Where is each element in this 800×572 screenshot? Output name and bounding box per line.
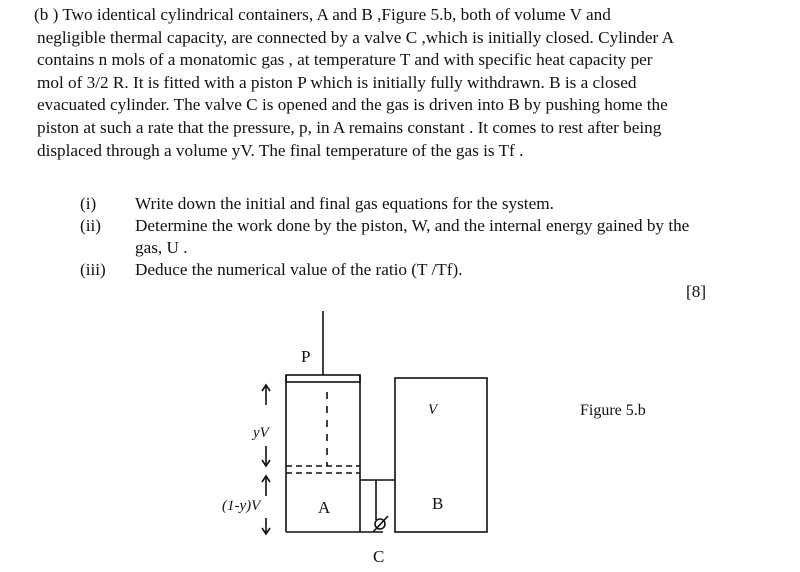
cylinder-a-label: A (318, 498, 331, 517)
paragraph-line-1: (b ) Two identical cylindrical containers, A and B ,Figure 5.b, both of volume V and (34, 5, 611, 24)
paragraph-line-2: negligible thermal capacity, are connected by a valve C ,which is initially closed. Cylinder A (37, 27, 675, 47)
paragraph-line-5: evacuated cylinder. The valve C is opened and the gas is driven into B by pushing home the (37, 95, 668, 115)
paragraph-line-6: piston at such a rate that the pressure, p, in A remains constant . It comes to rest after being (37, 117, 662, 137)
yv-label: yV (253, 425, 269, 441)
question-number: (i) (80, 194, 97, 213)
question-text: Write down the initial and final gas equations for the system. (135, 194, 554, 213)
marks-label: [8] (686, 282, 707, 301)
paragraph-line-3: contains n mols of a monatomic gas , at temperature T and with specific heat capacity per (37, 50, 653, 70)
one-minus-y-label: (1-y)V (222, 498, 261, 514)
volume-label: V (428, 402, 438, 418)
question-text: Determine the work done by the piston, W, and the internal energy gained by the (135, 216, 690, 235)
cylinder-b-label: B (432, 494, 444, 513)
question-number: (iii) (80, 260, 106, 279)
piston-head (286, 375, 360, 382)
valve-label: C (373, 547, 385, 566)
paragraph-line-7: displaced through a volume yV. The final temperature of the gas is Tf . (37, 140, 524, 160)
question-text: gas, U . (135, 238, 188, 257)
piston-label: P (301, 347, 311, 366)
paragraph-line-4: mol of 3/2 R. It is fitted with a piston P which is initially fully withdrawn. B is a closed (37, 72, 637, 92)
question-text: Deduce the numerical value of the ratio (T /Tf). (135, 260, 463, 279)
question-number: (ii) (80, 216, 101, 235)
figure-caption: Figure 5.b (580, 402, 646, 419)
